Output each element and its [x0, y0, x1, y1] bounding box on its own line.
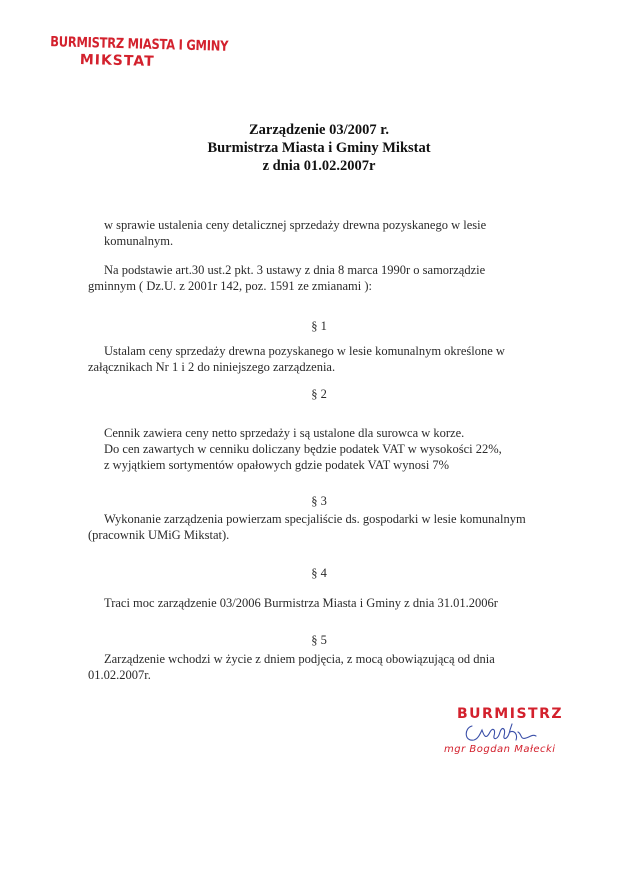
basis-line-1: Na podstawie art.30 ust.2 pkt. 3 ustawy z dnia 8 marca 1990r o samorządzie	[104, 263, 486, 277]
section-1-line-1: Ustalam ceny sprzedaży drewna pozyskanego w lesie komunalnym określone w	[104, 344, 505, 358]
section-4-mark: § 4	[311, 566, 327, 580]
section-5-mark: § 5	[311, 633, 327, 647]
section-2-line-3: z wyjątkiem sortymentów opałowych gdzie podatek VAT wynosi 7%	[104, 458, 450, 472]
basis-line-2: gminnym ( Dz.U. z 2001r 142, poz. 1591 ze zmianami ):	[88, 279, 372, 293]
document-header	[0, 121, 638, 175]
document-date: z dnia 01.02.2007r	[262, 158, 376, 174]
section-5-line-1: Zarządzenie wchodzi w życie z dniem podjęcia, z mocą obowiązującą od dnia	[104, 652, 495, 666]
section-3-line-2: (pracownik UMiG Mikstat).	[88, 528, 230, 542]
handwritten-signature	[462, 718, 542, 748]
section-1-mark: § 1	[311, 319, 327, 333]
signature-stamp-title: BURMISTRZ	[456, 706, 564, 722]
section-5-line-2: 01.02.2007r.	[88, 668, 151, 682]
intro-line-1: w sprawie ustalenia ceny detalicznej sprzedaży drewna pozyskanego w lesie	[104, 218, 487, 232]
document-issuer: Burmistrza Miasta i Gminy Mikstat	[207, 140, 431, 156]
section-3-line-1: Wykonanie zarządzenia powierzam specjaliście ds. gospodarki w lesie komunalnym	[104, 512, 526, 526]
section-4-line-1: Traci moc zarządzenie 03/2006 Burmistrza Miasta i Gminy z dnia 31.01.2006r	[104, 596, 498, 610]
office-stamp-line1: BURMISTRZ MIASTA I GMINY	[50, 34, 229, 55]
office-stamp	[50, 34, 268, 73]
document-title: Zarządzenie 03/2007 r.	[248, 122, 389, 138]
section-3-mark: § 3	[311, 494, 327, 508]
intro-line-2: komunalnym.	[104, 234, 174, 248]
section-2-line-2: Do cen zawartych w cenniku doliczany będzie podatek VAT w wysokości 22%,	[104, 442, 502, 456]
section-2-mark: § 2	[311, 387, 327, 401]
signature-stamp-name: mgr Bogdan Małecki	[444, 744, 556, 755]
office-stamp-line2: MIKSTAT	[79, 51, 155, 70]
section-2-line-1: Cennik zawiera ceny netto sprzedaży i są ustalone dla surowca w korze.	[104, 426, 465, 440]
section-1-line-2: załącznikach Nr 1 i 2 do niniejszego zarządzenia.	[88, 360, 336, 374]
